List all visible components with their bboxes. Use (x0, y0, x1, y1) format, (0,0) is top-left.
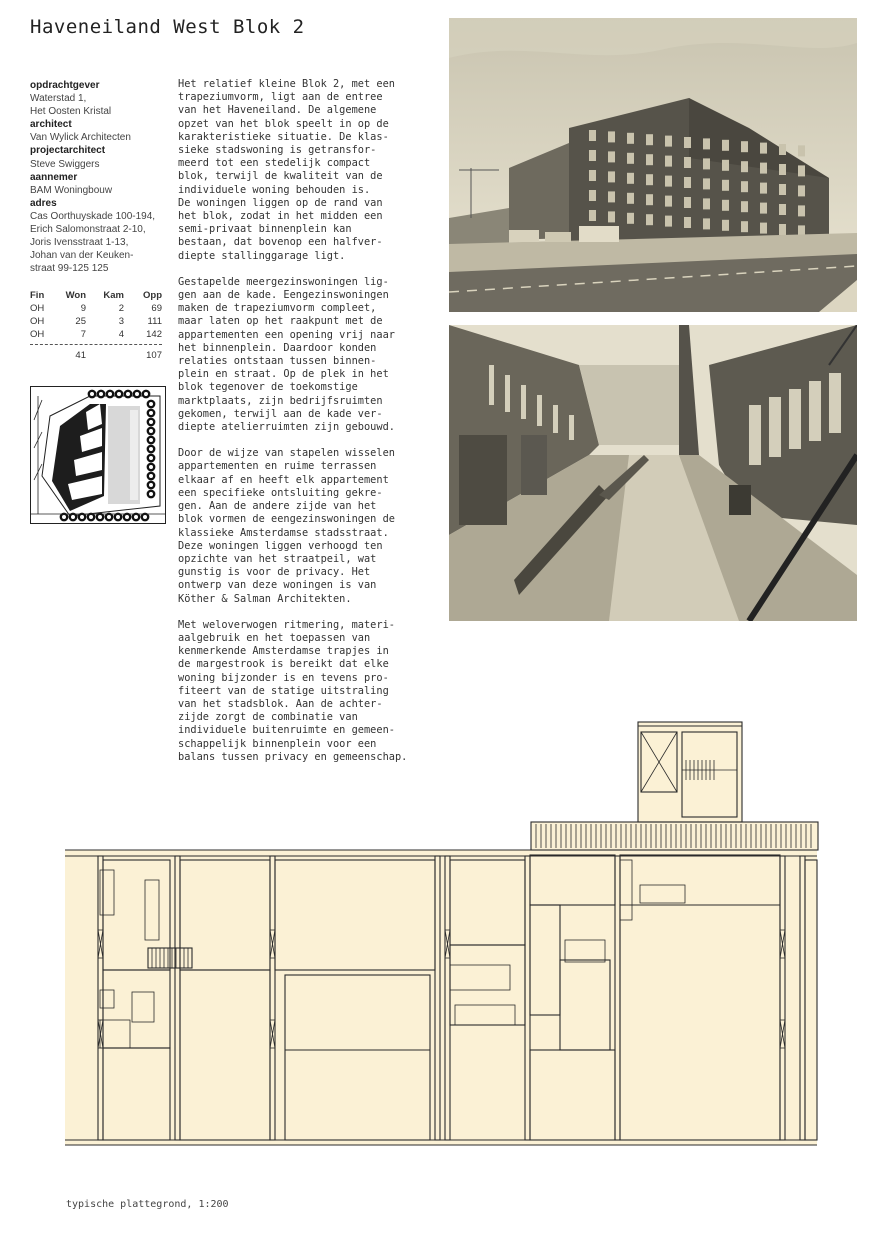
body-paragraph: Door de wijze van stapelen wisselen appartementen en ruime terrassen elkaar af en heeft elk appartement een specifieke ontsluiting gekre- gen. Aan de andere zijde van het blok vormen de eengezinswoningen de klassieke Amsterdamse stadsstraat. Deze woningen liggen verhoogd ten opzichte van het straatpeil, wat gunstig is voor de privacy. Het ontwerp van deze woningen is van Köther & Salman Architekten. (178, 447, 395, 605)
credit-value: Joris Ivensstraat 1-13, (30, 237, 129, 249)
credit-value: Waterstad 1, (30, 93, 87, 105)
table-cell: Opp (143, 290, 162, 301)
table-cell: 25 (75, 316, 86, 327)
table-cell: OH (30, 303, 45, 314)
credit-value: Steve Swiggers (30, 158, 100, 170)
table-cell: 111 (147, 316, 162, 327)
table-cell: 142 (146, 329, 162, 340)
table-row (30, 289, 162, 302)
body-text (178, 78, 414, 777)
credit-label: opdrachtgever (30, 80, 100, 91)
table-cell: 7 (80, 329, 86, 340)
credit-label: architect (30, 119, 72, 131)
photo-courtyard (449, 325, 857, 621)
table-cell: Fin (30, 290, 45, 301)
plan-caption: typische plattegrond, 1:200 (66, 1199, 229, 1210)
floor-plan (60, 720, 822, 1150)
credit-label: adres (30, 197, 57, 209)
table-cell: 41 (75, 350, 86, 361)
credit-value: Erich Salomonstraat 2-10, (30, 224, 146, 236)
table-cell: 4 (118, 329, 124, 340)
table-cell: 2 (118, 303, 124, 314)
table-cell (86, 349, 124, 362)
table-cell: 69 (151, 303, 162, 314)
body-paragraph: Het relatief kleine Blok 2, met een trapeziumvorm, ligt aan de entree van het Haveneiland. De algemene opzet van het blok speelt in op de karakteristieke situatie. De klas- sieke stadswoning is getransfor- meerd tot een stedelijk compact blok, terwijl de kwaliteit van de individuele woning behouden is. De woningen liggen op de rand van het blok, zodat in het midden een semi-privaat binnenplein kan bestaan, dat bovenop een halfver- diepte stallinggarage ligt. (178, 78, 395, 262)
dwelling-table (30, 289, 162, 362)
page-title: Haveneiland West Blok 2 (30, 16, 305, 38)
table-cell: OH (30, 329, 45, 340)
table-row (30, 302, 162, 315)
project-credits (30, 79, 170, 275)
credit-value: Het Oosten Kristal (30, 106, 112, 118)
table-row (30, 328, 162, 341)
credit-value: BAM Woningbouw (30, 184, 113, 196)
credit-label: aannemer (30, 171, 78, 183)
table-cell: 107 (146, 350, 162, 361)
body-paragraph: Gestapelde meergezinswoningen lig- gen aan de kade. Eengezinswoningen maken de trapeziumvorm compleet, maar laten op het raakpunt met de appartementen een opening vrij naar het binnenplein. Daardoor konden relaties ontstaan tussen binnen- plein en straat. Op de plek in het blok tegenover de toekomstige marktplaats, zijn bedrijfsruimten gekomen, terwijl aan de kade ver- diepte atelierruimten zijn gebouwd. (178, 275, 395, 434)
credit-value: Cas Oorthuyskade 100-194, (30, 210, 156, 222)
table-cell: 3 (118, 316, 124, 327)
table-row (30, 349, 162, 362)
table-divider (30, 344, 162, 345)
body-paragraph: Met weloverwogen ritmering, materi- aalgebruik en het toepassen van kenmerkende Amsterdamse trapjes in de margestrook is bereikt dat elke woning bijzonder is en tevens pro- fiteert van de statige uitstraling van het stadsblok. Aan de achter- zijde zorgt de combinatie van individuele buitenruimte en gemeen- schappelijk binnenplein voor een balans tussen privacy en gemeenschap. (178, 618, 408, 763)
credit-value: straat 99-125 125 (30, 263, 109, 275)
table-cell (30, 349, 62, 362)
site-plan (30, 386, 166, 524)
credit-label: projectarchitect (30, 145, 106, 157)
table-cell: OH (30, 316, 45, 327)
table-cell: Won (65, 290, 86, 301)
table-cell: 9 (80, 303, 86, 314)
photo-exterior (449, 18, 857, 312)
credit-value: Van Wylick Architecten (30, 132, 131, 144)
table-cell: Kam (103, 290, 124, 301)
table-row (30, 315, 162, 328)
credit-value: Johan van der Keuken- (30, 250, 134, 262)
